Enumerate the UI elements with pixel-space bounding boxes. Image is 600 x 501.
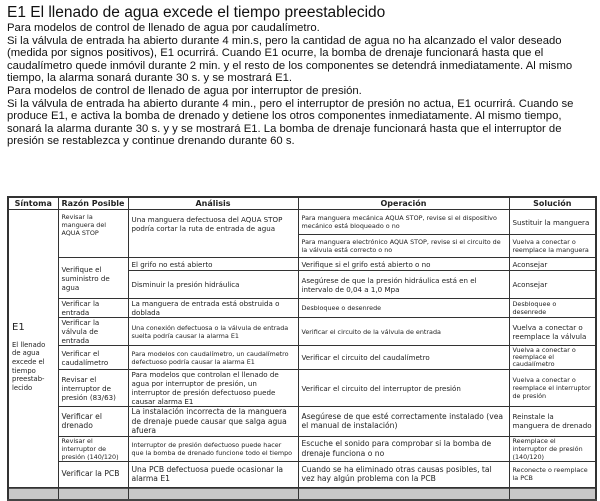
header-operation: Operación	[298, 197, 509, 210]
analysis-cell: Una manguera defectuosa del AQUA STOP podría cortar la ruta de entrada de agua	[128, 210, 298, 258]
solution-cell: Aconsejar	[509, 271, 596, 299]
footer-cell	[509, 489, 596, 501]
header-reason: Razón Posible	[58, 197, 128, 210]
table-row	[8, 210, 596, 235]
table-row	[8, 436, 596, 461]
reason-cell: Verificar la PCB	[58, 461, 128, 487]
analysis-cell: La manguera de entrada está obstruida o doblada	[128, 299, 298, 318]
solution-cell: Aconsejar	[509, 258, 596, 271]
solution-cell: Reemplace el interruptor de presión (140/120)	[509, 436, 596, 461]
reason-cell: Verificar el drenado	[58, 407, 128, 437]
reason-cell: Revisar la manguera del AQUA STOP	[58, 210, 128, 258]
paragraph-flowmeter-heading: Para modelos de control de llenado de agua por caudalímetro.	[7, 22, 320, 34]
solution-cell: Vuelva a conectar o reemplace el interruptor de presión	[509, 370, 596, 407]
intro-section	[7, 4, 597, 148]
footer-cell	[128, 489, 298, 501]
paragraph-pressure-heading: Para modelos de control de llenado de agua por interruptor de presión.	[7, 84, 362, 97]
footer-cell	[58, 489, 128, 501]
header-solution: Solución	[509, 197, 596, 210]
table-row	[8, 407, 596, 437]
symptom-code: E1	[12, 321, 25, 333]
operation-cell: Desbloquee o desenrede	[298, 299, 509, 318]
analysis-cell: Disminuir la presión hidráulica	[128, 271, 298, 299]
table-row	[8, 346, 596, 370]
table-row	[8, 258, 596, 271]
solution-cell: Desbloquee o desenrede	[509, 299, 596, 318]
operation-cell: Verifique si el grifo está abierto o no	[298, 258, 509, 271]
solution-cell: Vuelva a conectar o reemplace el caudalímetro	[509, 346, 596, 370]
header-analysis: Análisis	[128, 197, 298, 210]
solution-cell: Vuelva a conectar o reemplace la manguera	[509, 235, 596, 258]
operation-cell: Verificar el circuito del caudalímetro	[298, 346, 509, 370]
footer-cell	[8, 489, 58, 501]
page-title: E1 El llenado de agua excede el tiempo preestablecido	[7, 4, 386, 21]
operation-cell: Asegúrese de que esté correctamente instalado (vea el manual de instalación)	[298, 407, 509, 437]
operation-cell: Verificar el circuito del interruptor de presión	[298, 370, 509, 407]
operation-cell: Para manguera mecánica AQUA STOP, revise si el dispositivo mecánico está bloqueado o no	[298, 210, 509, 235]
operation-cell: Para manguera electrónico AQUA STOP, revise si el circuito de la válvula está correcto o no	[298, 235, 509, 258]
footer-cell	[298, 489, 509, 501]
table-row	[8, 299, 596, 318]
reason-cell: Verificar la válvula de entrada	[58, 318, 128, 346]
analysis-cell: Para modelos con caudalímetro, un caudalímetro defectuoso podría causar la alarma E1	[128, 346, 298, 370]
solution-cell: Vuelva a conectar o reemplace la válvula	[509, 318, 596, 346]
table-row	[8, 461, 596, 487]
table-row	[8, 370, 596, 407]
reason-cell: Verifique el suministro de agua	[58, 258, 128, 299]
operation-cell: Verificar el circuito de la válvula de entrada	[298, 318, 509, 346]
table-row	[8, 318, 596, 346]
analysis-cell: La instalación incorrecta de la manguera de drenaje puede causar que salga agua afuera	[128, 407, 298, 437]
reason-cell: Revisar el interruptor de presión (83/63)	[58, 370, 128, 407]
analysis-cell: Una conexión defectuosa o la válvula de entrada suelta podría causar la alarma E1	[128, 318, 298, 346]
solution-cell: Reinstale la manguera de drenado	[509, 407, 596, 437]
troubleshooting-table	[7, 196, 597, 501]
table-header-row	[8, 197, 596, 210]
analysis-cell: Una PCB defectuosa puede ocasionar la alarma E1	[128, 461, 298, 487]
symptom-description: El llenado de agua excede el tiempo preestab-lecido	[12, 340, 46, 392]
header-symptom: Síntoma	[8, 197, 58, 210]
paragraph-flowmeter-body: Si la válvula de entrada ha abierto durante 4 min.s, pero la cantidad de agua no ha alcanzado el valor deseado (medida por signos positivos), E1 ocurrirá. Cuando E1 ocurre, la bomba de drenaje funcionará hasta que el caudalímetro quede inmóvil durante 2 min. y el resto de los componentes se detendrá inmediatamente. Al mismo tiempo, la alarma sonará durante 30 s. y se mostrará E1.	[7, 34, 573, 85]
symptom-cell	[8, 210, 58, 488]
paragraph-pressure-body: Si la válvula de entrada ha abierto durante 4 min., pero el interruptor de presión no actua, E1 ocurrirá. Cuando se produce E1, e activa la bomba de drenado y detiene los otros componentes inmediatamente. Al mismo tiempo, sonará la alarma durante 30 s. y y se mostrará E1. La bomba de drenaje funcionará hasta que el interruptor de presión se restablezca y continue drenando durante 60 s.	[7, 97, 574, 148]
reason-cell: Revisar el interruptor de presión (140/120)	[58, 436, 128, 461]
analysis-cell: El grifo no está abierto	[128, 258, 298, 271]
operation-cell: Escuche el sonido para comprobar si la bomba de drenaje funciona o no	[298, 436, 509, 461]
solution-cell: Sustituir la manguera	[509, 210, 596, 235]
reason-cell: Verificar el caudalímetro	[58, 346, 128, 370]
reason-cell: Verificar la entrada	[58, 299, 128, 318]
operation-cell: Cuando se ha eliminado otras causas posibles, tal vez hay algún problema con la PCB	[298, 461, 509, 487]
solution-cell: Reconecte o reemplace la PCB	[509, 461, 596, 487]
analysis-cell: Interruptor de presión defectuoso puede hacer que la bomba de drenado funcione todo el tiempo	[128, 436, 298, 461]
analysis-cell: Para modelos que controlan el llenado de agua por interruptor de presión, un interruptor de presión defectuoso puede causar alarma E1	[128, 370, 298, 407]
operation-cell: Asegúrese de que la presión hidráulica está en el intervalo de 0,04 a 1,0 Mpa	[298, 271, 509, 299]
table-footer-row	[8, 489, 596, 501]
